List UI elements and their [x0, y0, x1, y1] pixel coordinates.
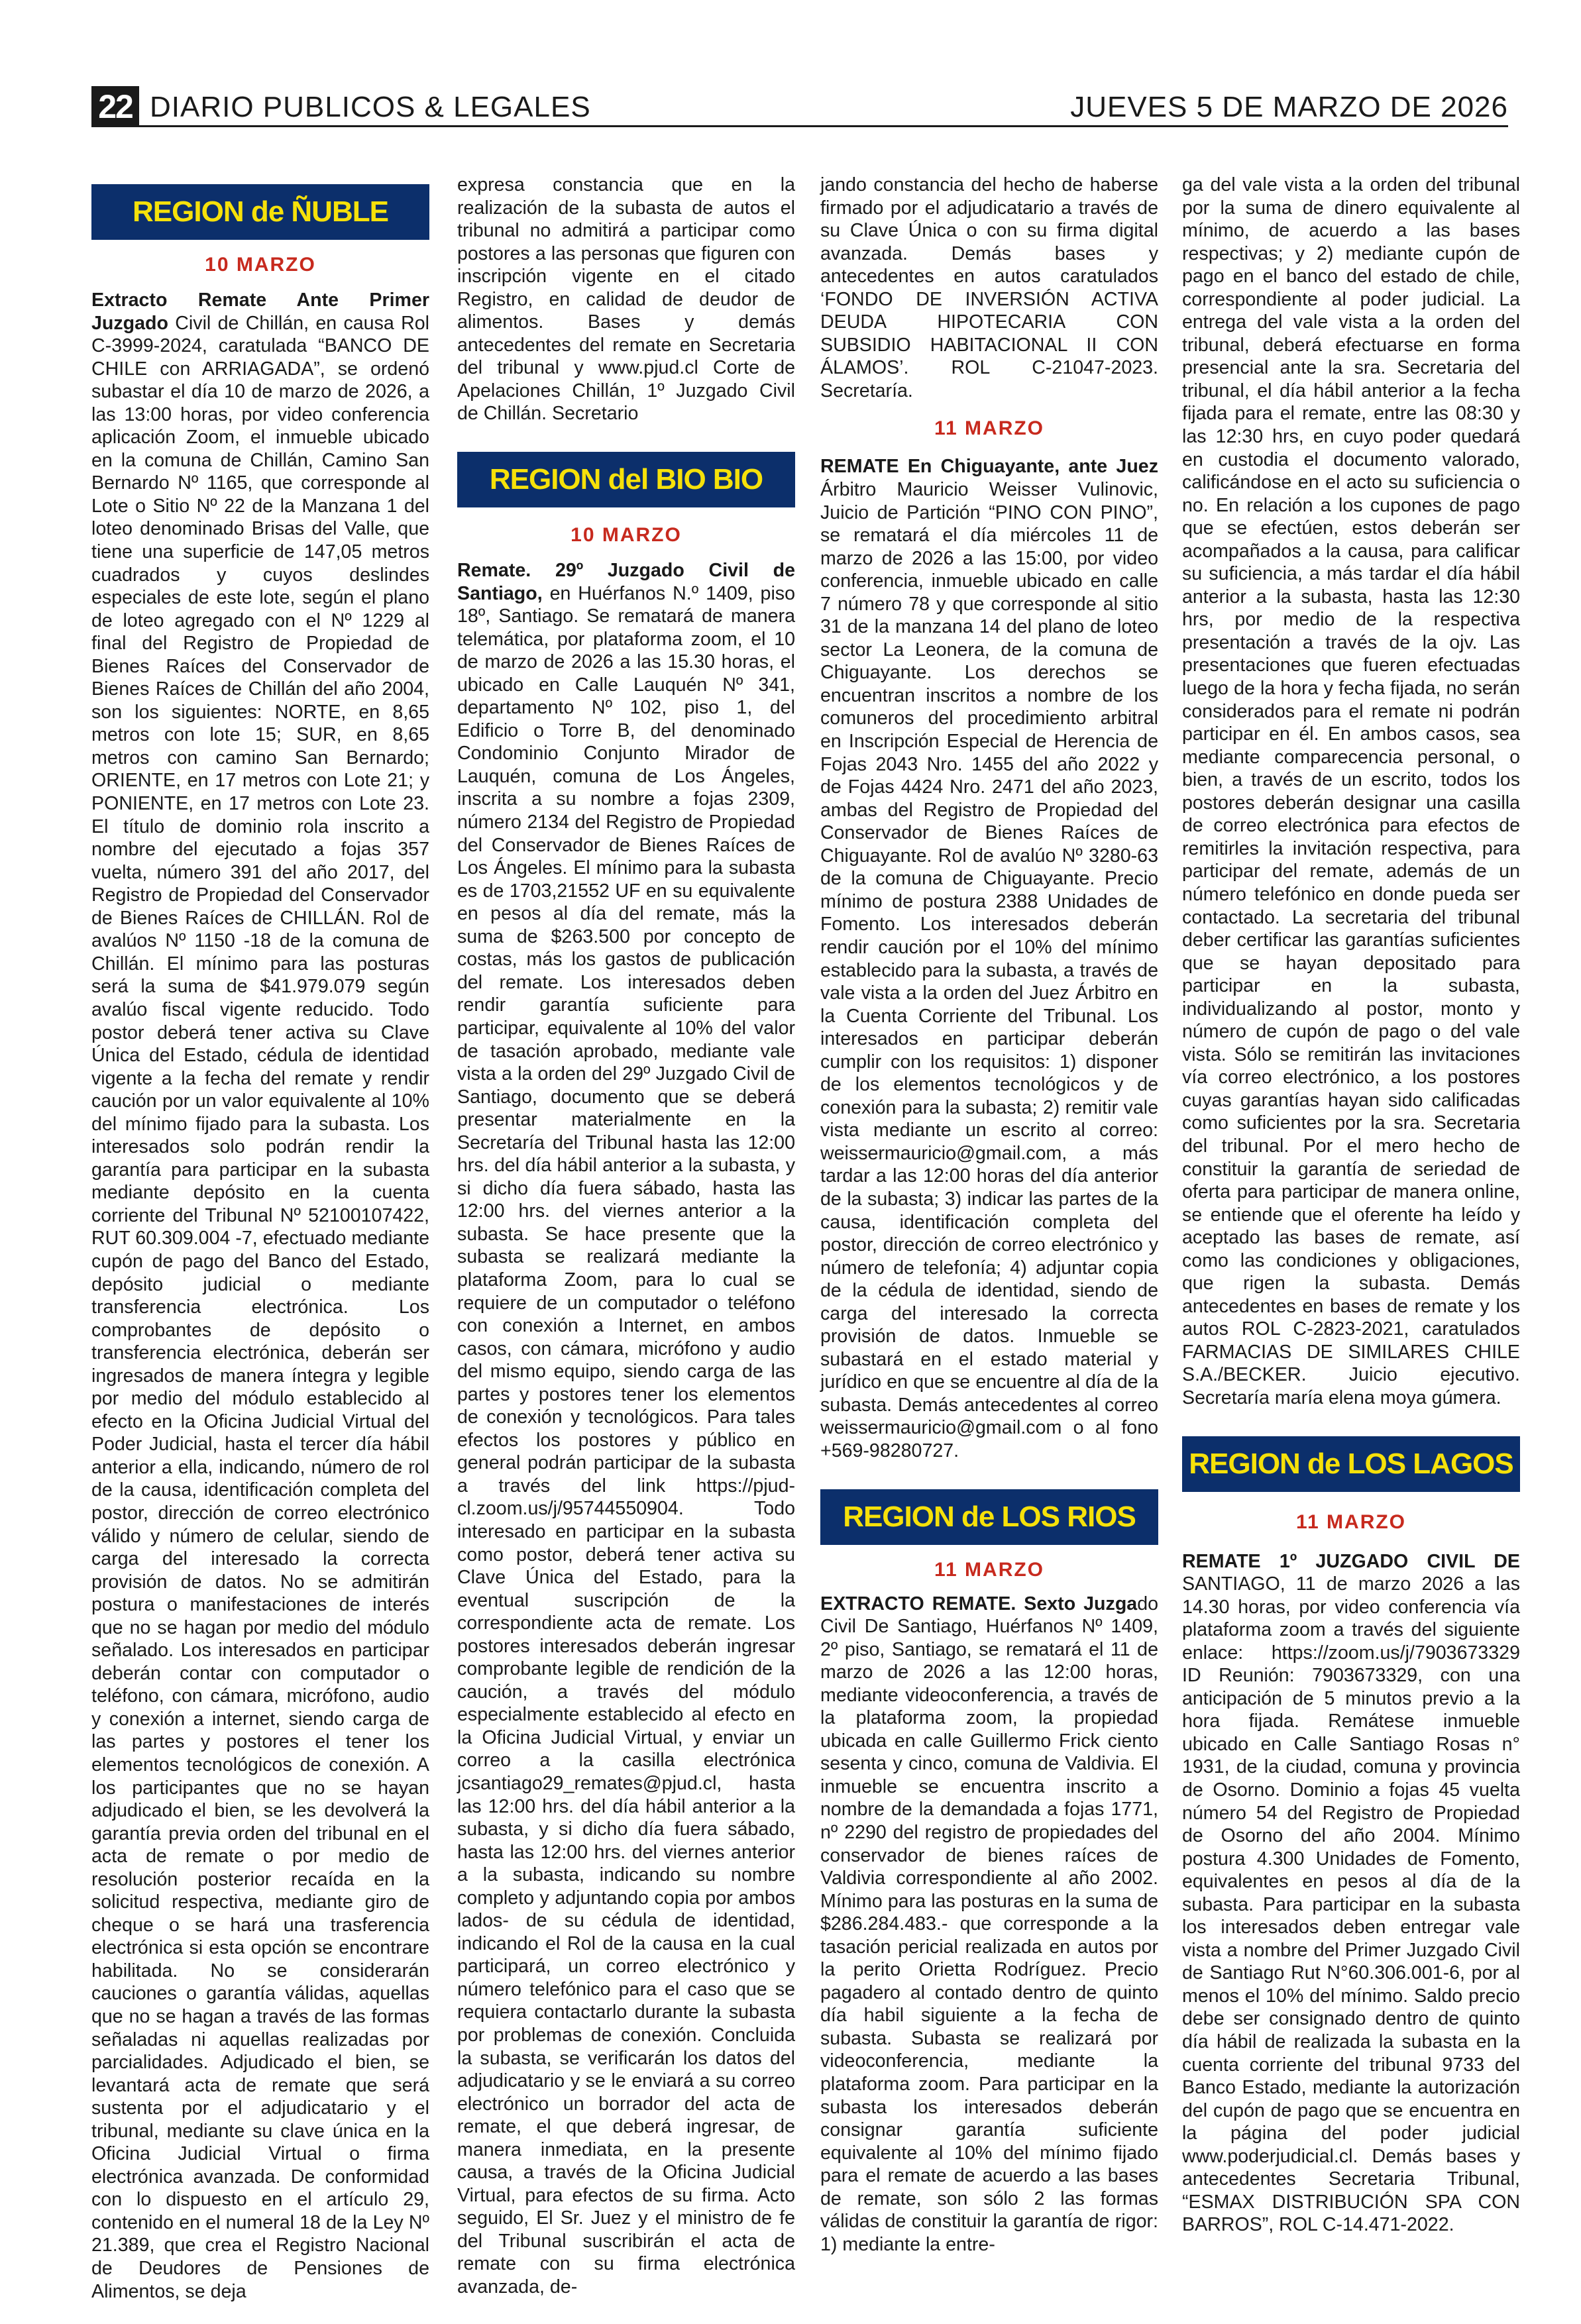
issue-date: JUEVES 5 DE MARZO DE 2026 — [1070, 91, 1508, 123]
notice-losrios-continued: ga del vale vista a la orden del tribunal por la suma de dinero equivalente al mínimo, de acuerdo a las bases respectivas; y 2) mediante cupón de pago en el banco del estado de chile, correspondiente al poder judicial. La entrega del vale vista a la orden del tribunal, deberá efectuarse en forma presencial ante la sra. Secretaria del tribunal, el día hábil anterior a la fecha fijada para el remate, entre las 08:30 y las 12:30 hrs, en cuyo poder quedará en custodia el documento valorado, calificándose en el acto su suficiencia o no. En relación a los cupones de pago que se efectúen, estos deberán ser acompañados a la causa, para calificar su suficiencia, a más tardar el día hábil anterior a la subasta, hasta las 12:30 hrs, por medio de la respectiva presentación a través de la ojv. Las presentaciones que fueren efectuadas luego de la hora y fecha fijada, no serán considerados para el remate ni podrán participar en él. En ambos casos, sea mediante comparecencia personal, o bien, a través de un escrito, todos los postores deberán designar una casilla de correo electrónica para efectos de remitirles la invitación respectiva, para participar del remate, además de un número telefónico en donde pueda ser contactado. La secretaria del tribunal deber certificar las garantías suficientes que se hayan depositado para participar en la subasta, individualizando al postor, monto y número de cupón de pago o del vale vista. Sólo se remitirán las invitaciones vía correo electrónico, a los postores cuyas garantías hayan sido calificadas como suficientes por la sra. Secretaria del tribunal. Por el mero hecho de constituir la garantía de seriedad de oferta para participar de manera online, se entiende que el oferente ha leído y aceptado las bases de remate, así como las condiciones y obligaciones, que rigen la subasta. Demás antecedentes en bases de remate y los autos ROL C-2823-2021, caratulados FARMACIAS DE SIMILARES CHILE S.A./BECKER. Juicio ejecutivo. Secretaría maría elena moya gúmera. — [1182, 174, 1520, 1408]
region-banner-loslagos: REGION de LOS LAGOS — [1182, 1436, 1520, 1492]
column-2 — [457, 174, 795, 2299]
notice-biobio — [457, 559, 795, 2299]
notice-date-nuble: 10 MARZO — [205, 254, 316, 276]
notice-nuble-continued: expresa constancia que en la realización de la subasta de autos el tribunal no admitirá a participar como postores a las personas que figuren con inscripción vigente en el citado Registro, en calidad de deudor de alimentos. Bases y demás antecedentes del remate en Secretaria del tribunal y www.pjud.cl Corte de Apelaciones Chillán, 1º Juzgado Civil de Chillán. Secretario — [457, 174, 795, 425]
notice-date-chiguayante: 11 MARZO — [934, 417, 1045, 440]
region-banner-losrios: REGION de LOS RIOS — [820, 1489, 1158, 1545]
notice-date-losrios: 11 MARZO — [934, 1558, 1045, 1581]
notice-body: do Civil De Santiago, Huérfanos Nº 1409, 2º piso, Santiago, se rematará el 11 de marzo de 2026 a las 12:00 horas, mediante videoconferencia, a través de la plataforma zoom, la propiedad ubicada en calle Guillermo Frick ciento sesenta y cinco, comuna de Valdivia. El inmueble se encuentra inscrito a nombre de la demandada a fojas 1771, nº 2290 del registro de propiedades del conservador de bienes raíces de Valdivia correspondiente al año 2002. Mínimo para las posturas en la suma de $286.284.483.- que corresponde a la tasación pericial realizada en autos por la perito Orietta Rodríguez. Precio pagadero al contado dentro de quinto día habil siguiente a la fecha de subasta. Subasta se realizará por videoconferencia, mediante la plataforma zoom. Para participar en la subasta los interesados deberán consignar garantía suficiente equivalente al 10% del mínimo fijado para el remate de acuerdo a las bases de remate, son sólo 2 las formas válidas de constituir la garantía de rigor: 1) mediante la entre- — [820, 1593, 1158, 2255]
notice-losrios — [820, 1593, 1158, 2256]
region-banner-biobio: REGION del BIO BIO — [457, 452, 795, 507]
notice-body: en Huérfanos N.º 1409, piso 18º, Santiago. Se rematará de manera telemática, por plataforma zoom, el 10 de marzo de 2026 a las 15.30 horas, el ubicado en Calle Lauquén Nº 341, departamento Nº 102, piso 1, del Edificio o Torre B, del denominado Condominio Conjunto Mirador de Lauquén, comuna de Los Ángeles, inscrita a su nombre a fojas 2309, número 2134 del Registro de Propiedad del Conservador de Bienes Raíces de Los Ángeles. El mínimo para la subasta es de 1703,21552 UF en su equivalente en pesos al día del remate, más la suma de $263.500 por concepto de costas, más los gastos de publicación del remate. Los interesados deben rendir garantía suficiente para participar, equivalente al 10% del valor de tasación aprobado, mediante vale vista a la orden del 29º Juzgado Civil de Santiago, documento que se deberá presentar materialmente en la Secretaría del Tribunal hasta las 12:00 hrs. del día hábil anterior a la subasta, y si dicho día fuera sábado, hasta las 12:00 hrs. del viernes anterior a la subasta. Se hace presente que la subasta se realizará mediante la plataforma Zoom, para lo cual se requiere de un computador o teléfono con conexión a Internet, en ambos casos, con cámara, micrófono y audio del mismo equipo, siendo carga de las partes y postores tener los elementos de conexión y tecnológicos. Para tales efectos los postores y público en general podrán participar de la subasta a través del link https://pjud-cl.zoom.us/j/95744550904. Todo interesado en participar en la subasta como postor, deberá tener activa su Clave Única del Estado, para la eventual suscripción de la correspondiente acta de remate. Los postores interesados deberán ingresar comprobante legible de rendición de la caución, a través del módulo especialmente establecido al efecto en la Oficina Judicial Virtual, y enviar un correo a la casilla electrónica jcsantiago29_remates@pjud.cl, hasta las 12:00 hrs. del día hábil anterior a la subasta, y si dicho día fuera sábado, hasta las 12:00 hrs. del viernes anterior a la subasta, indicando su nombre completo y adjuntando copia por ambos lados- de su cédula de identidad, indicando el Rol de la causa en la cual participará, un correo electrónico y número telefónico para el caso que se requiera contactarlo durante la subasta por problemas de conexión. Concluida la subasta, se verificarán los datos del adjudicatario y se le enviará a su correo electrónico un borrador del acta de remate, el que deberá ingresar, de manera inmediata, en la presente causa, a través de la Oficina Judicial Virtual, para efectos de su firma. Acto seguido, El Sr. Juez y el ministro de fe del Tribunal suscribirán el acta de remate con su firma electrónica avanzada, de- — [457, 582, 795, 2298]
notice-lead: Extracto Remate Ante Primer Juzgado — [91, 290, 429, 334]
notice-loslagos — [1182, 1550, 1520, 2237]
notice-date-biobio: 10 MARZO — [571, 524, 682, 547]
notice-date-loslagos: 11 MARZO — [1295, 1510, 1407, 1533]
paper-name: DIARIO PUBLICOS & LEGALES — [150, 91, 591, 123]
notice-lead: REMATE 1º JUZGADO CIVIL DE — [1182, 1550, 1520, 1572]
notice-nuble — [91, 289, 429, 2303]
notice-lead: Remate. 29º Juzgado Civil de Santiago, — [457, 560, 795, 604]
notice-chiguayante — [820, 455, 1158, 1462]
notice-biobio-continued: jando constancia del hecho de haberse firmado por el adjudicatario a través de su Clave Única o con su firma digital avanzada. Demás bases y antecedentes en autos caratulados ‘FONDO DE INVERSIÓN ACTIVA DEUDA HIPOTECARIA CON SUBSIDIO HABITACIONAL II CON ÁLAMOS’. ROL C-21047-2023. Secretaría. — [820, 174, 1158, 401]
notice-body: Árbitro Mauricio Weisser Vulinovic, Juicio de Partición “PINO CON PINO”, se rematará el día miércoles 11 de marzo de 2026 a las 15:00, por video conferencia, inmueble ubicado en calle 7 número 78 y que corresponde al sitio 31 de la manzana 14 del plano de loteo sector La Leonera, de la comuna de Chiguayante. Los derechos se encuentran inscritos a nombre de los comuneros del procedimiento arbitral en Inscripción Especial de Herencia de Fojas 2043 Nro. 1455 del año 2022 y de Fojas 4424 Nro. 2471 del año 2023, ambas del Registro de Propiedad del Conservador de Bienes Raíces de Chiguayante. Rol de avalúo Nº 3280-63 de la comuna de Chiguayante. Precio mínimo de postura 2388 Unidades de Fomento. Los interesados deberán rendir caución por el 10% del mínimo establecido para la subasta, a través de vale vista a la orden del Juez Árbitro en la Cuenta Corriente del Tribunal. Los interesados en participar deberán cumplir con los requisitos: 1) disponer de los elementos tecnológicos y de conexión para la subasta; 2) remitir vale vista mediante un escrito al correo: weissermauricio@gmail.com, a más tardar a las 12:00 horas del día anterior de la subasta; 3) indicar las partes de la causa, identificación completa del postor, dirección de correo electrónico y número de telefonía; 4) adjuntar copia de la cédula de identidad, siendo de carga del interesado la correcta provisión de datos. Inmueble se subastará en el estado material y jurídico en que se encuentre al día de la subasta. Demás antecedentes al correo weissermauricio@gmail.com o al fono +569-98280727. — [820, 479, 1158, 1461]
page-header — [91, 86, 1508, 127]
column-1 — [91, 174, 429, 2303]
notice-body: SANTIAGO, 11 de marzo 2026 a las 14.30 horas, por video conferencia vía plataforma zoom a través del siguiente enlace: https://zoom.us/j/7903673329 ID Reunión: 7903673329, con una anticipación de 5 minutos previo a la hora fijada. Remátese inmueble ubicado en Calle Santiago Rosas n° 1931, de la ciudad, comuna y provincia de Osorno. Dominio a fojas 45 vuelta número 54 del Registro de Propiedad de Osorno del año 2004. Mínimo postura 4.300 Unidades de Fomento, equivalentes en pesos al día de la subasta. Para participar en la subasta los interesados deben entregar vale vista a nombre del Primer Juzgado Civil de Santiago Rut N°60.306.001-6, por al menos el 10% del mínimo. Saldo precio debe ser consignado dentro de quinto día hábil de realizada la subasta en la cuenta corriente del tribunal 9733 del Banco Estado, mediante la autorización del cupón de pago que se encuentra en la página del poder judicial www.poderjudicial.cl. Demás bases y antecedentes Secretaria Tribunal, “ESMAX DISTRIBUCIÓN SPA CON BARROS”, ROL C-14.471-2022. — [1182, 1573, 1520, 2236]
column-3 — [820, 174, 1158, 2256]
notice-lead: EXTRACTO REMATE. Sexto Juzga — [820, 1593, 1138, 1614]
region-banner-nuble: REGION de ÑUBLE — [91, 184, 429, 240]
column-4 — [1182, 174, 1520, 2237]
notice-body: Civil de Chillán, en causa Rol C-3999-2024, caratulada “BANCO DE CHILE con ARRIAGADA”, se ordenó subastar el día 10 de marzo de 2026, a las 13:00 horas, por video conferencia aplicación Zoom, el inmueble ubicado en la comuna de Chillán, Camino San Bernardo Nº 1165, que corresponde al Lote o Sitio Nº 22 de la Manzana 1 del loteo denominado Brisas del Valle, que tiene una superficie de 147,05 metros cuadrados y cuyos deslindes especiales de este lote, según el plano de loteo agregado con el Nº 1229 al final del Registro de Propiedad de Bienes Raíces del Conservador de Bienes Raíces de Chillán del año 2004, son los siguientes: NORTE, en 8,65 metros con lote 15; SUR, en 8,65 metros con camino San Bernardo; ORIENTE, en 17 metros con Lote 21; y PONIENTE, en 17 metros con Lote 23. El título de dominio rola inscrito a nombre del ejecutado a fojas 357 vuelta, número 391 del año 2017, del Registro de Propiedad del Conservador de Bienes Raíces de CHILLÁN. Rol de avalúos Nº 1150 -18 de la comuna de Chillán. El mínimo para las posturas será la suma de $41.979.079 según avalúo fiscal vigente reducido. Todo postor deberá tener activa su Clave Única del Estado, cédula de identidad vigente a la fecha del remate y rendir caución por un valor equivalente al 10% del mínimo fijado para la subasta. Los interesados solo podrán rendir la garantía para participar en la subasta mediante depósito en la cuenta corriente del Tribunal Nº 52100107422, RUT 60.309.004 -7, efectuado mediante cupón de pago del Banco del Estado, depósito judicial o mediante transferencia electrónica. Los comprobantes de depósito o transferencia electrónica, deberán ser ingresados de manera íntegra y legible por medio del módulo establecido al efecto en la Oficina Judicial Virtual del Poder Judicial, hasta el tercer día hábil anterior a ella, indicando, número de rol de la causa, identificación completa del postor, dirección de correo electrónico válido y número de celular, siendo de carga del interesado la correcta provisión de datos. No se admitirán postura o manifestaciones de interés que no se hagan por medio del módulo señalado. Los interesados en participar deberán contar con computador o teléfono, con cámara, micrófono, audio y conexión a internet, siendo carga de las partes y postores el tener los elementos tecnológicos de conexión. A los participantes que no se hayan adjudicado el bien, se les devolverá la garantía previa orden del tribunal en el acta de remate o por medio de resolución posterior recaída en la solicitud respectiva, mediante giro de cheque o se hará una trasferencia electrónica si esta opción se encontrare habilitada. No se considerarán cauciones o garantía válidas, aquellas que no se hagan a través de las formas señaladas ni aquellas realizadas por parcialidades. Adjudicado el bien, se levantará acta de remate que será sustenta por el adjudicatario y el tribunal, mediante su clave única en la Oficina Judicial Virtual o firma electrónica avanzada. De conformidad con lo dispuesto en el artículo 29, contenido en el numeral 18 de la Ley Nº 21.389, que crea el Registro Nacional de Deudores de Pensiones de Alimentos, se deja — [91, 312, 429, 2302]
page-number: 22 — [91, 86, 139, 127]
notice-lead: REMATE En Chiguayante, ante Juez — [820, 456, 1158, 478]
